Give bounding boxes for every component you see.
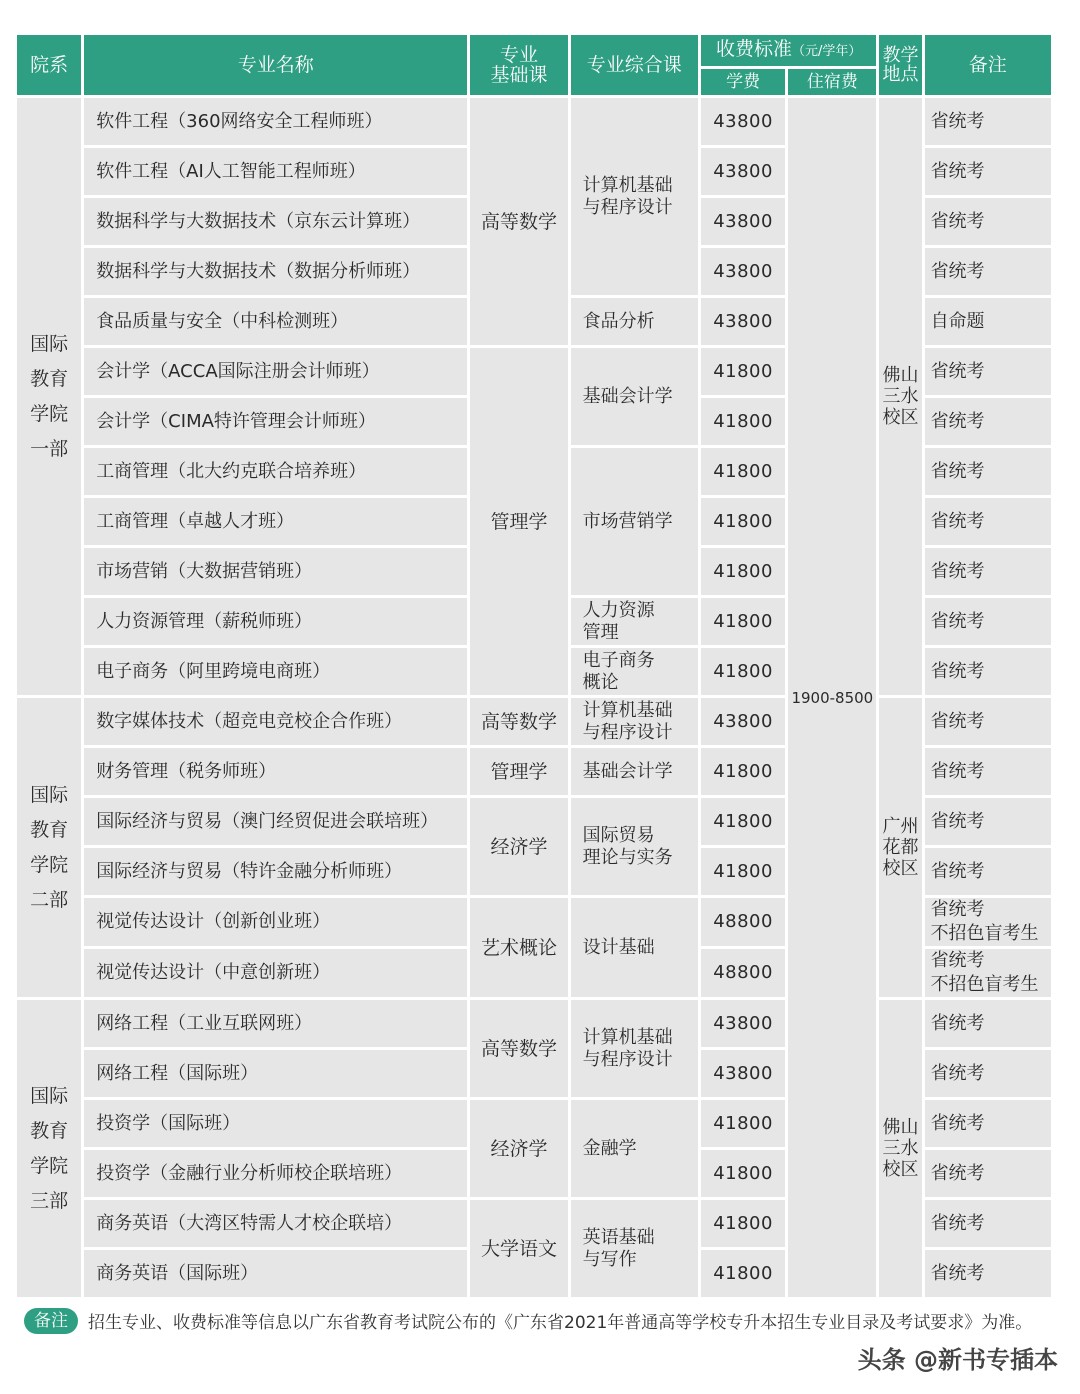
tuition-cell-text: 41800	[713, 510, 773, 532]
tuition-cell-text: 43800	[713, 160, 773, 182]
header-major: 专业名称	[84, 35, 467, 95]
tuition-cell	[701, 548, 785, 595]
comprehensive-course-cell-text: 计算机基础 与程序设计	[582, 1026, 673, 1070]
basic-course-cell-text: 高等数学	[480, 1037, 557, 1060]
basic-course-cell	[470, 898, 567, 997]
remark-cell-text: 省统考	[930, 1112, 985, 1134]
header-comprehensive: 专业综合课	[571, 35, 698, 95]
major-name-cell	[84, 1050, 467, 1097]
header-location-text: 教学 地点	[882, 45, 919, 85]
major-name-cell	[84, 748, 467, 795]
remark-cell-text: 省统考	[930, 1062, 985, 1084]
comprehensive-course-cell	[571, 298, 698, 345]
basic-course-cell-text: 大学语文	[480, 1237, 557, 1260]
major-name-cell	[84, 1000, 467, 1047]
location-cell-text: 广州 花都 校区	[882, 816, 919, 879]
major-name-cell-text: 网络工程（工业互联网班）	[96, 1012, 313, 1034]
basic-course-cell-text: 经济学	[490, 835, 548, 858]
tuition-cell-text: 48800	[713, 962, 773, 983]
tuition-cell-text: 41800	[713, 610, 773, 632]
watermark: 头条 @新书专插本	[857, 1346, 1058, 1374]
header-fees-main: 收费标准	[716, 37, 793, 60]
tuition-cell	[701, 1050, 785, 1097]
tuition-cell	[701, 848, 785, 895]
tuition-cell-text: 41800	[713, 560, 773, 582]
tuition-cell-text: 41800	[713, 410, 773, 432]
tuition-cell	[701, 748, 785, 795]
major-name-cell	[84, 1150, 467, 1197]
basic-course-cell	[470, 98, 567, 345]
tuition-cell	[701, 1150, 785, 1197]
dorm-fee-cell	[788, 98, 876, 1297]
remark-cell-text: 省统考	[930, 1162, 985, 1184]
tuition-cell-text: 43800	[713, 260, 773, 282]
remark-cell-text: 省统考	[930, 710, 985, 732]
header-basic	[470, 35, 567, 95]
dept-cell-text: 国际 教育 学院 二部	[30, 783, 69, 911]
remark-cell	[925, 548, 1051, 595]
comprehensive-course-cell-text: 国际贸易 理论与实务	[582, 824, 673, 868]
comprehensive-course-cell-text: 电子商务 概论	[582, 649, 655, 693]
major-name-cell-text: 会计学（CIMA特许管理会计师班）	[96, 410, 376, 432]
dept-cell-text: 国际 教育 学院 一部	[30, 332, 69, 460]
comprehensive-course-cell	[571, 798, 698, 895]
basic-course-cell-text: 管理学	[490, 510, 548, 533]
remark-cell	[925, 798, 1051, 845]
major-name-cell-text: 国际经济与贸易（特许金融分析师班）	[96, 860, 403, 882]
major-name-cell	[84, 848, 467, 895]
major-name-cell-text: 商务英语（大湾区特需人才校企联培）	[96, 1212, 403, 1234]
remark-cell	[925, 698, 1051, 745]
remark-cell-text: 省统考	[930, 210, 985, 232]
comprehensive-course-cell-text: 计算机基础 与程序设计	[582, 699, 673, 743]
major-name-cell-text: 工商管理（卓越人才班）	[96, 510, 295, 532]
dept-cell	[17, 1000, 81, 1297]
dorm-fee-cell-text: 1900-8500	[791, 688, 874, 707]
remark-cell	[925, 398, 1051, 445]
tuition-cell-text: 41800	[713, 1262, 773, 1284]
remark-cell-text: 省统考	[930, 560, 985, 582]
tuition-cell	[701, 98, 785, 145]
remark-cell	[925, 348, 1051, 395]
major-name-cell-text: 网络工程（国际班）	[96, 1062, 259, 1084]
basic-course-cell	[470, 698, 567, 745]
note-text: 招生专业、收费标准等信息以广东省教育考试院公布的《广东省2021年普通高等学校专升本招生专业目录及考试要求》为准。	[88, 1313, 1033, 1333]
comprehensive-course-cell-text: 计算机基础 与程序设计	[582, 174, 673, 218]
header-dorm: 住宿费	[788, 69, 876, 95]
tuition-cell-text: 41800	[713, 1212, 773, 1234]
remark-cell	[925, 1200, 1051, 1247]
tuition-cell	[701, 898, 785, 946]
dept-cell	[17, 98, 81, 695]
major-name-cell	[84, 798, 467, 845]
major-name-cell	[84, 98, 467, 145]
tuition-cell	[701, 949, 785, 997]
major-name-cell-text: 软件工程（360网络安全工程师班）	[96, 110, 383, 132]
tuition-cell-text: 48800	[713, 911, 773, 932]
basic-course-cell-text: 艺术概论	[480, 936, 557, 959]
remark-cell	[925, 1100, 1051, 1147]
remark-cell	[925, 198, 1051, 245]
remark-cell	[925, 598, 1051, 645]
remark-cell	[925, 1250, 1051, 1297]
major-name-cell	[84, 198, 467, 245]
comprehensive-course-cell-text: 食品分析	[582, 310, 655, 332]
remark-cell	[925, 448, 1051, 495]
basic-course-cell	[470, 748, 567, 795]
major-name-cell	[84, 598, 467, 645]
location-cell	[879, 698, 921, 997]
location-cell	[879, 1000, 921, 1297]
tuition-cell	[701, 398, 785, 445]
remark-cell-text: 省统考	[930, 260, 985, 282]
remark-cell-text: 省统考	[930, 660, 985, 682]
remark-cell	[925, 298, 1051, 345]
major-name-cell-text: 工商管理（北大约克联合培养班）	[96, 460, 367, 482]
comprehensive-course-cell-text: 英语基础 与写作	[582, 1226, 655, 1270]
comprehensive-course-cell-text: 金融学	[582, 1137, 637, 1159]
remark-cell	[925, 1150, 1051, 1197]
major-name-cell-text: 视觉传达设计（创新创业班）	[96, 911, 331, 932]
comprehensive-course-cell	[571, 1200, 698, 1297]
basic-course-cell	[470, 1100, 567, 1197]
table-row	[17, 98, 1051, 145]
table-body	[17, 98, 1051, 1297]
major-name-cell	[84, 298, 467, 345]
remark-cell	[925, 748, 1051, 795]
remark-cell	[925, 98, 1051, 145]
remark-cell	[925, 1050, 1051, 1097]
comprehensive-course-cell	[571, 448, 698, 595]
tuition-cell	[701, 498, 785, 545]
remark-cell	[925, 648, 1051, 695]
basic-course-cell	[470, 1000, 567, 1097]
tuition-cell	[701, 348, 785, 395]
tuition-cell-text: 43800	[713, 1012, 773, 1034]
major-name-cell	[84, 698, 467, 745]
remark-cell	[925, 898, 1051, 946]
remark-cell	[925, 1000, 1051, 1047]
major-name-cell	[84, 148, 467, 195]
basic-course-cell	[470, 1200, 567, 1297]
tuition-cell	[701, 698, 785, 745]
tuition-cell-text: 41800	[713, 1162, 773, 1184]
major-name-cell	[84, 1250, 467, 1297]
tuition-cell	[701, 648, 785, 695]
location-cell-text: 佛山 三水 校区	[882, 365, 919, 428]
remark-cell-text: 省统考	[930, 460, 985, 482]
remark-cell-text: 省统考	[930, 410, 985, 432]
tuition-cell	[701, 1250, 785, 1297]
dept-cell-text: 国际 教育 学院 三部	[30, 1084, 69, 1212]
major-name-cell-text: 视觉传达设计（中意创新班）	[96, 962, 331, 983]
major-name-cell	[84, 248, 467, 295]
major-name-cell-text: 人力资源管理（薪税师班）	[96, 610, 313, 632]
basic-course-cell-text: 经济学	[490, 1137, 548, 1160]
major-name-cell	[84, 548, 467, 595]
remark-cell-text: 省统考	[930, 1212, 985, 1234]
remark-cell	[925, 498, 1051, 545]
remark-cell-text: 省统考	[930, 760, 985, 782]
tuition-cell	[701, 598, 785, 645]
major-name-cell	[84, 348, 467, 395]
major-name-cell-text: 数字媒体技术（超竞电竞校企合作班）	[96, 710, 403, 732]
comprehensive-course-cell	[571, 98, 698, 295]
major-name-cell-text: 数据科学与大数据技术（京东云计算班）	[96, 210, 421, 232]
basic-course-cell-text: 管理学	[490, 760, 548, 783]
comprehensive-course-cell-text: 设计基础	[582, 936, 655, 958]
tuition-cell	[701, 1000, 785, 1047]
major-name-cell	[84, 1200, 467, 1247]
header-tuition: 学费	[701, 69, 785, 95]
major-name-cell-text: 电子商务（阿里跨境电商班）	[96, 660, 331, 682]
major-name-cell	[84, 949, 467, 997]
tuition-cell	[701, 248, 785, 295]
major-name-cell	[84, 898, 467, 946]
tuition-cell	[701, 1200, 785, 1247]
remark-cell	[925, 248, 1051, 295]
tuition-cell	[701, 198, 785, 245]
basic-course-cell	[470, 798, 567, 895]
header-remarks: 备注	[925, 35, 1051, 95]
header-fees	[701, 35, 876, 66]
tuition-cell	[701, 448, 785, 495]
remark-cell-text: 省统考	[930, 810, 985, 832]
remark-cell	[925, 148, 1051, 195]
major-name-cell-text: 财务管理（税务师班）	[96, 760, 277, 782]
major-name-cell	[84, 648, 467, 695]
comprehensive-course-cell	[571, 748, 698, 795]
major-name-cell	[84, 1100, 467, 1147]
remark-cell-text: 省统考	[930, 610, 985, 632]
tuition-cell-text: 41800	[713, 360, 773, 382]
remark-cell-text: 省统考	[930, 510, 985, 532]
comprehensive-course-cell	[571, 598, 698, 645]
comprehensive-course-cell	[571, 1000, 698, 1097]
remark-cell-text: 省统考 不招色盲考生	[930, 950, 1039, 995]
major-name-cell	[84, 448, 467, 495]
table-row	[17, 1000, 1051, 1047]
tuition-cell-text: 41800	[713, 760, 773, 782]
major-name-cell-text: 软件工程（AI人工智能工程师班）	[96, 160, 366, 182]
remark-cell-text: 省统考	[930, 1012, 985, 1034]
tuition-cell-text: 43800	[713, 310, 773, 332]
basic-course-cell-text: 高等数学	[480, 710, 557, 733]
major-fee-table	[14, 32, 1054, 1300]
remark-cell-text: 省统考	[930, 860, 985, 882]
remark-cell-text: 自命题	[930, 310, 985, 332]
major-name-cell-text: 投资学（金融行业分析师校企联培班）	[96, 1162, 403, 1184]
major-name-cell	[84, 398, 467, 445]
tuition-cell	[701, 1100, 785, 1147]
major-name-cell-text: 会计学（ACCA国际注册会计师班）	[96, 360, 380, 382]
remark-cell	[925, 949, 1051, 997]
location-cell	[879, 98, 921, 695]
tuition-cell-text: 41800	[713, 1112, 773, 1134]
tuition-cell	[701, 798, 785, 845]
remark-cell	[925, 848, 1051, 895]
header-location	[879, 35, 921, 95]
tuition-cell-text: 41800	[713, 810, 773, 832]
remark-cell-text: 省统考	[930, 360, 985, 382]
tuition-cell-text: 43800	[713, 110, 773, 132]
major-name-cell-text: 市场营销（大数据营销班）	[96, 560, 313, 582]
remark-cell-text: 省统考	[930, 1262, 985, 1284]
location-cell-text: 佛山 三水 校区	[882, 1117, 919, 1180]
header-basic-text: 专业 基础课	[490, 44, 548, 86]
tuition-cell-text: 41800	[713, 460, 773, 482]
major-name-cell-text: 数据科学与大数据技术（数据分析师班）	[96, 260, 421, 282]
major-name-cell-text: 食品质量与安全（中科检测班）	[96, 310, 349, 332]
major-name-cell	[84, 498, 467, 545]
comprehensive-course-cell-text: 市场营销学	[582, 510, 673, 532]
tuition-cell-text: 43800	[713, 710, 773, 732]
tuition-cell-text: 43800	[713, 210, 773, 232]
major-name-cell-text: 投资学（国际班）	[96, 1112, 241, 1134]
note-badge: 备注	[24, 1308, 78, 1334]
tuition-cell-text: 41800	[713, 860, 773, 882]
comprehensive-course-cell	[571, 348, 698, 445]
table-row	[17, 698, 1051, 745]
comprehensive-course-cell-text: 人力资源 管理	[582, 599, 655, 643]
basic-course-cell-text: 高等数学	[480, 210, 557, 233]
tuition-cell-text: 41800	[713, 660, 773, 682]
remark-cell-text: 省统考 不招色盲考生	[930, 899, 1039, 944]
comprehensive-course-cell-text: 基础会计学	[582, 760, 673, 782]
comprehensive-course-cell	[571, 1100, 698, 1197]
comprehensive-course-cell	[571, 648, 698, 695]
remark-cell-text: 省统考	[930, 110, 985, 132]
tuition-cell-text: 43800	[713, 1062, 773, 1084]
header-fees-unit: （元/学年）	[792, 43, 862, 59]
tuition-cell	[701, 298, 785, 345]
tuition-cell	[701, 148, 785, 195]
comprehensive-course-cell	[571, 698, 698, 745]
dept-cell	[17, 698, 81, 997]
major-name-cell-text: 国际经济与贸易（澳门经贸促进会联培班）	[96, 810, 439, 832]
basic-course-cell	[470, 348, 567, 695]
comprehensive-course-cell	[571, 898, 698, 997]
remark-cell-text: 省统考	[930, 160, 985, 182]
header-dept: 院系	[17, 35, 81, 95]
comprehensive-course-cell-text: 基础会计学	[582, 385, 673, 407]
major-name-cell-text: 商务英语（国际班）	[96, 1262, 259, 1284]
